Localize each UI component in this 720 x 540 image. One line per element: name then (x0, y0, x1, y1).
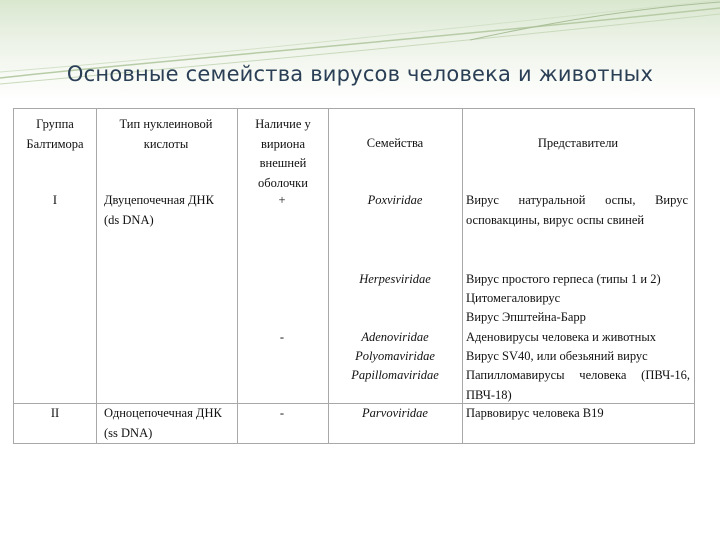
header-nucleic-acid: Тип нуклеиновой кислоты (119, 117, 213, 151)
examples-papillomaviridae: Папилломавирусы человека (ПВЧ-16, ПВЧ-18) (466, 368, 690, 402)
header-representatives: Представители (537, 136, 619, 150)
virus-families-table (13, 108, 695, 444)
column-divider (237, 109, 238, 443)
header-families: Семейства (366, 136, 424, 150)
family-papillomaviridae: Papillomaviridae (351, 368, 439, 382)
family-polyomaviridae: Polyomaviridae (355, 349, 435, 363)
group-II: II (50, 406, 60, 420)
envelope-plus: + (278, 193, 286, 207)
column-divider (328, 109, 329, 443)
examples-adenoviridae: Аденовирусы человека и животных (466, 330, 656, 344)
family-adenoviridae: Adenoviridae (361, 330, 429, 344)
nucleic-acid-ds-dna: Двуцепочечная ДНК (ds DNA) (104, 193, 214, 227)
column-divider (96, 109, 97, 443)
examples-herpesviridae-line2: Цитомегаловирус (466, 291, 561, 305)
examples-herpesviridae-line3: Вирус Эпштейна-Барр (466, 310, 586, 324)
slide-title: Основные семейства вирусов человека и животных (66, 62, 654, 86)
envelope-minus-parvo: - (279, 406, 285, 420)
examples-poxviridae: Вирус натуральной оспы, Вирус осповакцины, вирус оспы свиней (466, 193, 688, 227)
examples-polyomaviridae: Вирус SV40, или обезьяний вирус (466, 349, 648, 363)
examples-parvoviridae: Парвовирус человека В19 (466, 406, 604, 420)
examples-herpesviridae-line1: Вирус простого герпеса (типы 1 и 2) (466, 272, 661, 286)
nucleic-acid-ss-dna: Одноцепочечная ДНК (ss DNA) (104, 406, 222, 440)
group-I: I (52, 193, 58, 207)
family-herpesviridae: Herpesviridae (359, 272, 431, 286)
column-divider (462, 109, 463, 443)
family-parvoviridae: Parvoviridae (362, 406, 428, 420)
header-envelope: Наличие у вириона внешней оболочки (255, 117, 311, 190)
envelope-minus: - (279, 330, 285, 344)
header-group: Группа Балтимора (26, 117, 84, 151)
family-poxviridae: Poxviridae (367, 193, 423, 207)
